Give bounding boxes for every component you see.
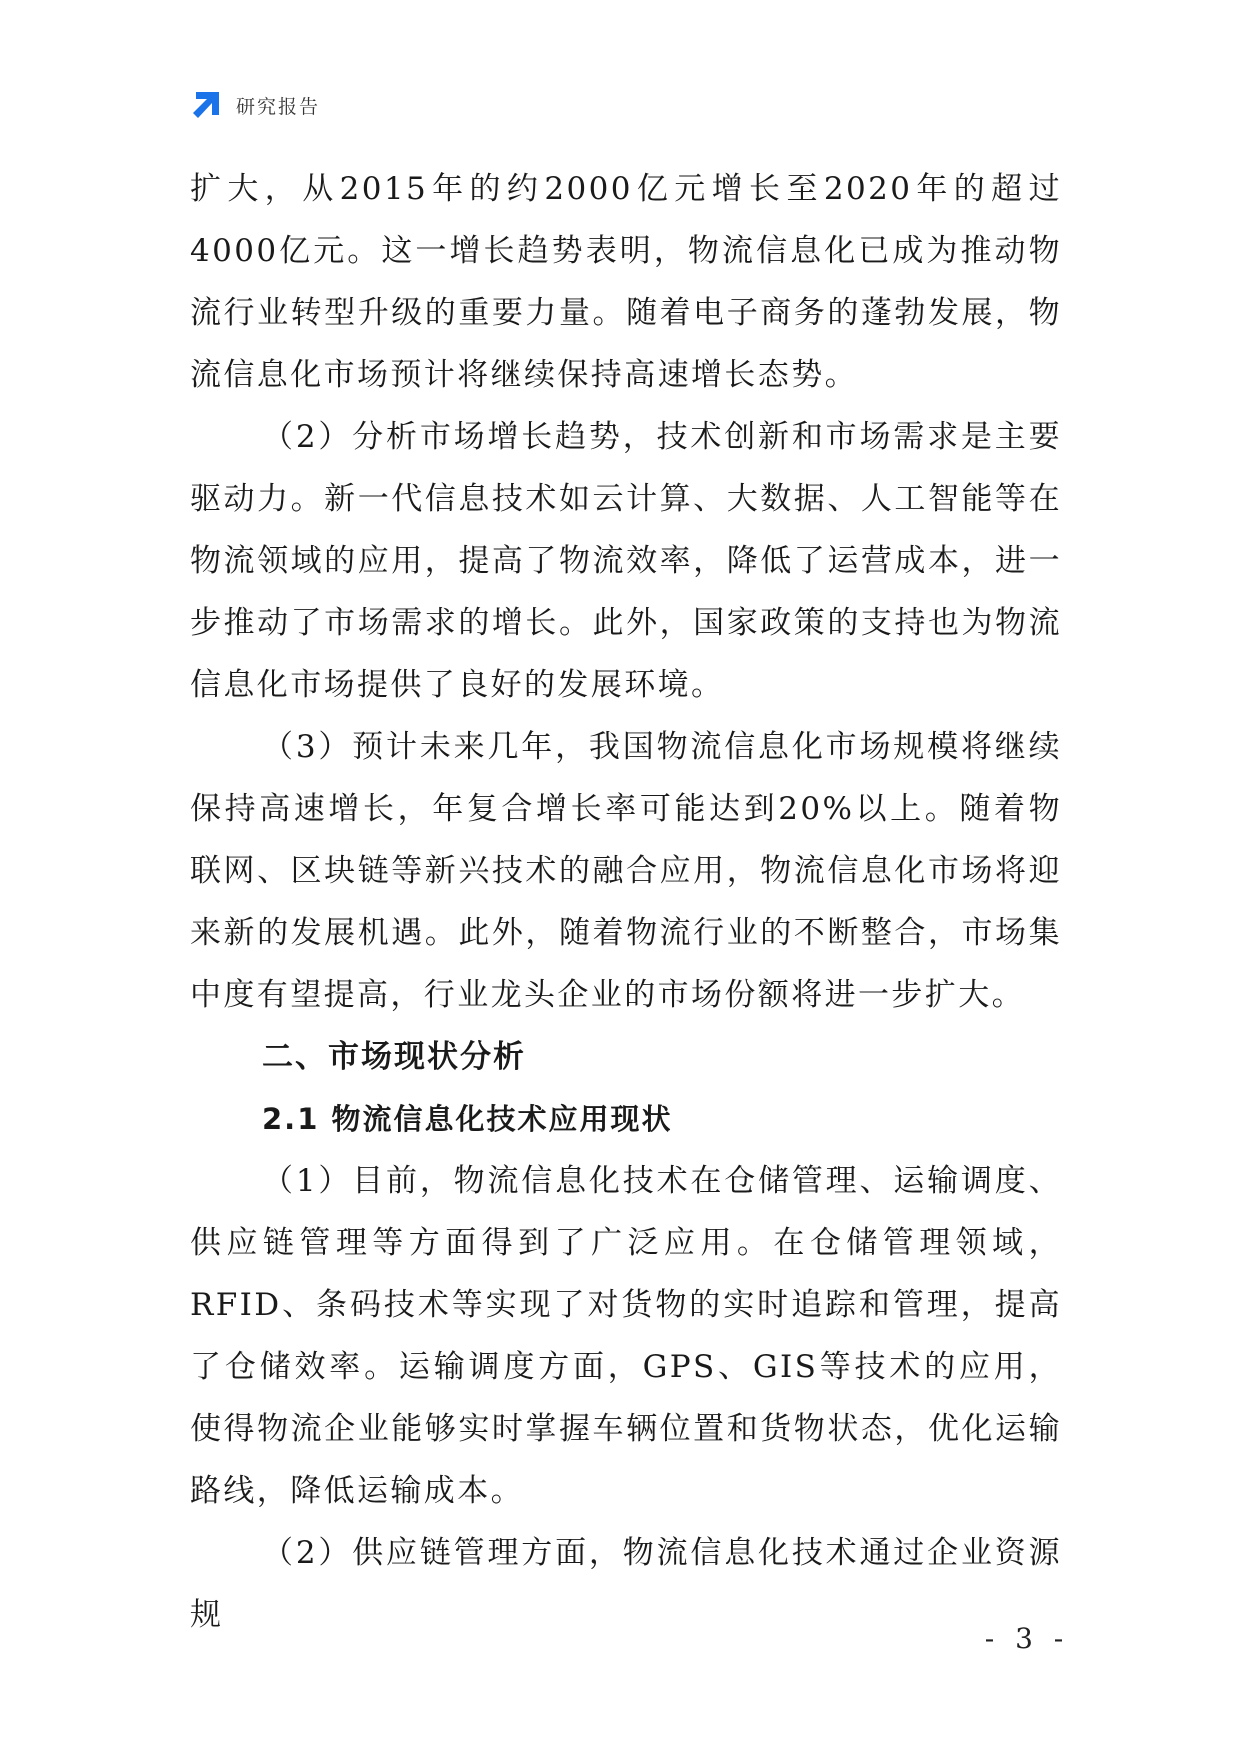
page-header bbox=[190, 88, 320, 122]
document-body bbox=[190, 158, 1062, 1646]
header-title: 研究报告 bbox=[236, 95, 321, 118]
section-heading: 二、市场现状分析 bbox=[262, 1039, 526, 1075]
arrow-up-right-icon bbox=[190, 89, 222, 121]
subsection-heading: 2.1 物流信息化技术应用现状 bbox=[262, 1102, 673, 1136]
paragraph-supply-chain: （2）供应链管理方面，物流信息化技术通过企业资源规 bbox=[190, 1535, 1062, 1633]
page-number: - 3 - bbox=[984, 1622, 1070, 1655]
paragraph-growth-drivers: （2）分析市场增长趋势，技术创新和市场需求是主要驱动力。新一代信息技术如云计算、大数据、人工智能等在物流领域的应用，提高了物流效率，降低了运营成本，进一步推动了市场需求的增长。此外，国家政策的支持也为物流信息化市场提供了良好的发展环境。 bbox=[190, 419, 1062, 703]
paragraph-market-size: 扩大，从2015年的约2000亿元增长至2020年的超过4000亿元。这一增长趋势表明，物流信息化已成为推动物流行业转型升级的重要力量。随着电子商务的蓬勃发展，物流信息化市场预计将继续保持高速增长态势。 bbox=[190, 171, 1062, 393]
paragraph-tech-application: （1）目前，物流信息化技术在仓储管理、运输调度、供应链管理等方面得到了广泛应用。在仓储管理领域，RFID、条码技术等实现了对货物的实时追踪和管理，提高了仓储效率。运输调度方面，GPS、GIS等技术的应用，使得物流企业能够实时掌握车辆位置和货物状态，优化运输路线，降低运输成本。 bbox=[190, 1163, 1062, 1509]
paragraph-forecast: （3）预计未来几年，我国物流信息化市场规模将继续保持高速增长，年复合增长率可能达到20%以上。随着物联网、区块链等新兴技术的融合应用，物流信息化市场将迎来新的发展机遇。此外，随着物流行业的不断整合，市场集中度有望提高，行业龙头企业的市场份额将进一步扩大。 bbox=[190, 729, 1062, 1013]
